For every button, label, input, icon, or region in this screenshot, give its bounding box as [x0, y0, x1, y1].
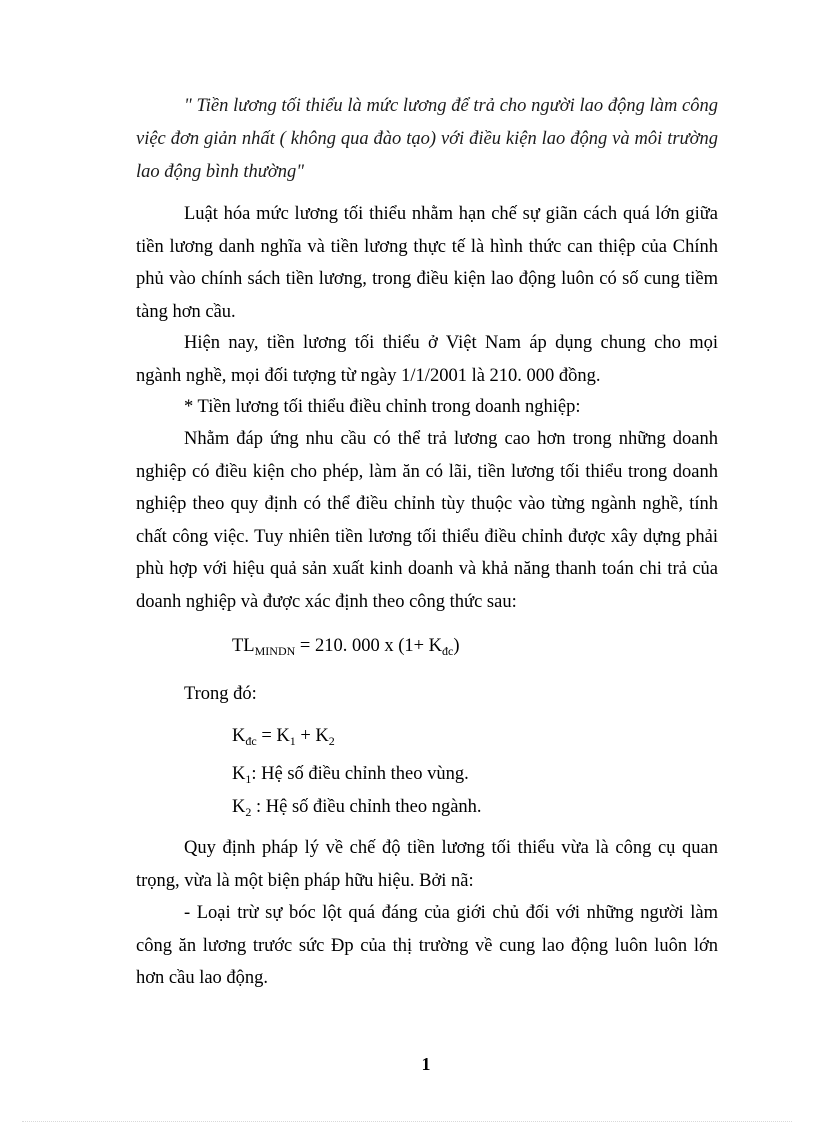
formula-lhs: TL	[232, 636, 255, 656]
paragraph-law: Luật hóa mức lương tối thiểu nhằm hạn chế sự giãn cách quá lớn giữa tiền lương danh nghĩa và tiền lương thực tế là hình thức can thiệp của Chính phủ vào chính sách tiền lương, trong điều kiện lao động luôn có số cung tiềm tàng hơn cầu.	[136, 204, 718, 322]
kdc-definition	[232, 722, 335, 750]
where-label: Trong đó:	[184, 684, 257, 704]
k2-symbol: K	[232, 797, 246, 817]
paragraph-purpose: Nhằm đáp ứng nhu cầu có thể trả lương cao hơn trong những doanh nghiệp có điều kiện cho phép, làm ăn có lãi, tiền lương tối thiểu trong doanh nghiệp theo quy định có thể điều chỉnh tùy thuộc vào từng ngành nghề, tính chất công việc. Tuy nhiên tiền lương tối thiểu điều chỉnh được xây dựng phải phù hợp với hiệu quả sản xuất kinh doanh và khả năng thanh toán chi trả của doanh nghiệp và được xác định theo công thức sau:	[136, 429, 718, 612]
kdc-equals: = K	[256, 726, 290, 746]
k1-subscript: 1	[289, 734, 296, 748]
footer-divider	[22, 1121, 792, 1122]
kdc-subscript: đc	[245, 734, 257, 748]
page-number: 1	[421, 1054, 431, 1074]
k1-def-subscript: 1	[245, 772, 252, 786]
definition-quote: " Tiền lương tối thiểu là mức lương để trả cho người lao động làm công việc đơn giản nhất ( không qua đào tạo) với điều kiện lao động và môi trường lao động bình thường"	[136, 96, 718, 182]
k1-definition	[232, 760, 469, 788]
k1-symbol: K	[232, 764, 246, 784]
k2-subscript: 2	[328, 734, 335, 748]
k2-text: : Hệ số điều chỉnh theo ngành.	[251, 797, 482, 817]
formula-k-subscript: đc	[442, 644, 454, 658]
kdc-symbol: K	[232, 726, 246, 746]
paragraph-bullet: - Loại trừ sự bóc lột quá đáng của giới chủ đối với những người làm công ăn lương trước sức Ðp của thị trường về cung lao động luôn luôn lớn hơn cầu lao động.	[136, 903, 718, 988]
k2-def-subscript: 2	[245, 805, 252, 819]
formula-close: )	[453, 636, 460, 656]
paragraph-legal: Quy định pháp lý về chế độ tiền lương tối thiểu vừa là công cụ quan trọng, vừa là một biện pháp hữu hiệu. Bởi nã:	[136, 838, 718, 891]
paragraph-current-minimum: Hiện nay, tiền lương tối thiểu ở Việt Nam áp dụng chung cho mọi ngành nghề, mọi đối tượng từ ngày 1/1/2001 là 210. 000 đồng.	[136, 333, 718, 386]
k2-definition	[232, 793, 482, 821]
k1-text: : Hệ số điều chỉnh theo vùng.	[251, 764, 469, 784]
formula-tl-mindn	[232, 632, 460, 660]
formula-lhs-subscript: MINDN	[254, 644, 296, 658]
paragraph-adjusted-heading: * Tiền lương tối thiểu điều chỉnh trong doanh nghiệp:	[184, 397, 581, 417]
kdc-plus: + K	[295, 726, 329, 746]
formula-middle: = 210. 000 x (1+ K	[295, 636, 443, 656]
